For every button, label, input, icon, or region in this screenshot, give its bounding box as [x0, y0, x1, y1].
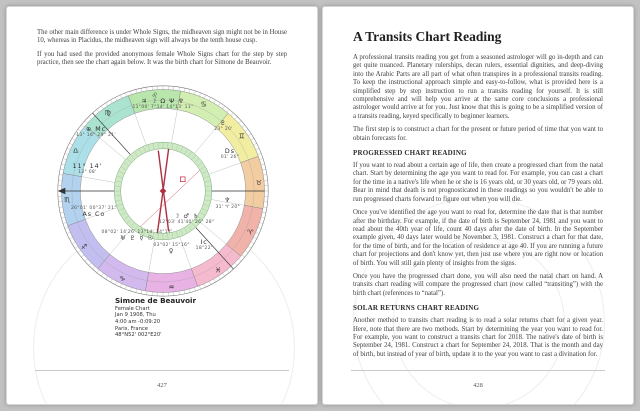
- chart-caption-line: Female Chart: [115, 305, 150, 312]
- descendant-label: [221, 148, 239, 160]
- paragraph: If you want to read about a certain age of life, then create a progressed chart from the natal chart. Start by determining the age you want to read for. For example, you can cast a chart for the time in a native's life when he or she is 16 years old, or 30 years old, or 79 years old. Bear in mind that death is not prognosticated in these readings so you wouldn't be able to run progressed charts forward to figure out when you will die.: [353, 162, 603, 203]
- zodiac-glyph-aries: ♈: [247, 227, 254, 237]
- paragraph: If you had used the provided anonymous female Whole Signs chart for the step by step practice, then see the chart again below. It was the birth chart for Simone de Beauvoir.: [37, 50, 287, 67]
- planet-degrees: 23° 20': [214, 126, 233, 132]
- planet-cluster-top: [132, 98, 193, 110]
- planet-cluster-moon-mars: [159, 213, 214, 225]
- zodiac-glyph-libra: ♎: [72, 145, 79, 155]
- zodiac-glyph-sagittarius: ♐: [80, 241, 88, 251]
- angle-label: Ds: [224, 147, 236, 155]
- planet-degrees: 11°00' 7°14' 14°13' 11°: [132, 105, 194, 111]
- planet-glyphs: 11° 14': [72, 162, 103, 170]
- paragraph: The other main difference is under Whole Signs, the midheaven sign might not be in House 10, whereas in Placidus, the midheaven sign will always be the tenth house cusp.: [37, 29, 287, 45]
- planet-degrees: 12°03' 41'40' 26° 28°: [159, 219, 215, 225]
- section-heading-progressed: PROGRESSED CHART READING: [353, 149, 467, 158]
- natal-chart-wheel: [55, 83, 271, 299]
- zodiac-glyph-gemini: ♊: [238, 131, 246, 141]
- planet-glyphs: ♃ ☽ Ω Ψ ♆: [141, 98, 185, 106]
- page-number: 428: [473, 382, 483, 389]
- left-page-content: [7, 7, 317, 68]
- planet-glyphs: ⊕ Mc: [85, 126, 107, 134]
- section-heading-solar-returns: SOLAR RETURNS CHART READING: [353, 304, 480, 313]
- ascendant-label: [71, 206, 117, 218]
- planet-glyphs: ♆: [224, 197, 232, 205]
- planet-degrees: 13° 16° 29° 21': [76, 133, 116, 139]
- angle-label: As Co: [82, 211, 106, 219]
- chart-caption-line: 48°N52' 002°E20': [115, 332, 162, 339]
- planet-degrees: 31' ♈ 20°: [215, 204, 241, 210]
- planet-cluster-left: [72, 163, 102, 175]
- angle-label: Ic: [200, 238, 208, 246]
- zodiac-glyph-capricorn: ♑: [119, 273, 126, 283]
- planet-degrees: 13° 08': [78, 169, 97, 175]
- chart-caption-line: 4:00 am -0:09:20: [115, 318, 161, 325]
- left-page: [6, 6, 318, 405]
- planet-glyphs: ☽ ♂ ♄: [173, 212, 200, 220]
- zodiac-glyph-leo: ♌: [151, 90, 158, 100]
- angle-degrees: 26°01' 00°37' 21°: [70, 206, 117, 212]
- zodiac-glyph-taurus: ♉: [255, 178, 263, 188]
- zodiac-glyph-scorpio: ♏: [63, 195, 71, 205]
- angle-degrees: 01' 26°: [220, 154, 240, 160]
- right-page: [322, 6, 634, 405]
- paragraph: A professional transits reading you get from a seasoned astrologer will go in-depth and can get quite nuanced. Planetary rulerships, decan rulers, essential dignities, and deep-diving into the Arabic Parts are all part of what often transpires in a professional transits reading. To keep the instructional approach simple and easy-to-follow, what is provided here is a simplified step by step instruction to run a transits reading for yourself. It is still comprehensive and will help you arrive at the same core conclusions a professional astrologer would arrive at for you. Just know that this is going to be a simplified version of a transits reading, keyed specifically to beginner learners.: [353, 54, 603, 120]
- planet-cluster-right: [216, 197, 241, 209]
- right-page-footer: [351, 370, 605, 392]
- chart-caption-line: Jan 9 1908, Thu: [115, 312, 156, 319]
- chart-wheel-svg: [55, 83, 271, 299]
- planet-cluster-pluto: [214, 120, 232, 132]
- planet-degrees: 03°02' 15°16°: [153, 242, 190, 248]
- planet-glyphs: ♀: [168, 247, 175, 255]
- planet-glyphs: ♅ ♇ ☿ ☉: [120, 234, 154, 242]
- planet-cluster-venus: [154, 243, 190, 255]
- right-page-content: [323, 7, 633, 359]
- chart-caption-line: Paris, France: [115, 325, 148, 332]
- planet-cluster-bottom: [102, 230, 173, 242]
- zodiac-glyph-cancer: ♋: [200, 99, 207, 109]
- page-number: 427: [157, 382, 167, 389]
- paragraph: Once you've identified the age you want to read for, determine the date that is that number after the birthday. For example, if the date of birth is September 24, 1981 and you want to read about the 40th year of life, count 40 days after the date of birth. In the September example given, 40 days later would be November 3, 1981. Construct a chart for that date, for the time of birth, and for the location of residence at age 40. If you are running a future chart for projections and don't know yet, then just use where you are right now or location of birth. You will still gain plenty of insights from the signs.: [353, 209, 603, 267]
- page-title: A Transits Chart Reading: [353, 29, 502, 44]
- chart-caption-name: Simone de Beauvoir: [115, 296, 197, 305]
- zodiac-glyph-aquarius: ♒: [168, 282, 175, 292]
- paragraph: Once you have the progressed chart done, you will also need the natal chart on hand. A transits chart reading will compare the progressed chart (now called “transiting”) with the birth chart (references to “natal”).: [353, 272, 603, 297]
- paragraph: The first step is to construct a chart for the present or future period of time that you want to obtain forecasts for.: [353, 126, 603, 142]
- planet-degrees: 08°02' 14'26' 13°14' 14°17': [101, 229, 173, 235]
- angle-degrees: 18°22': [195, 245, 213, 251]
- chart-caption: [115, 297, 196, 339]
- planet-cluster-mc: [76, 126, 116, 138]
- planet-glyphs: ♇: [220, 119, 227, 127]
- zodiac-glyph-virgo: ♍: [104, 107, 111, 117]
- paragraph: Another method to transits chart reading is to read a solar returns chart for a given year. Here, note that there are two methods. Start by determining the year you want to read for. For example, you want to construct a transits chart for 2018. The native's date of birth is September 24, 1981. Construct a chart for September 24, 2018. That is the month and day of birth, but instead of year of birth, update it to the year you want to cast a divination for.: [353, 317, 603, 358]
- ic-label: [196, 239, 213, 251]
- zodiac-glyph-pisces: ♓: [215, 265, 222, 275]
- left-page-footer: [35, 370, 289, 392]
